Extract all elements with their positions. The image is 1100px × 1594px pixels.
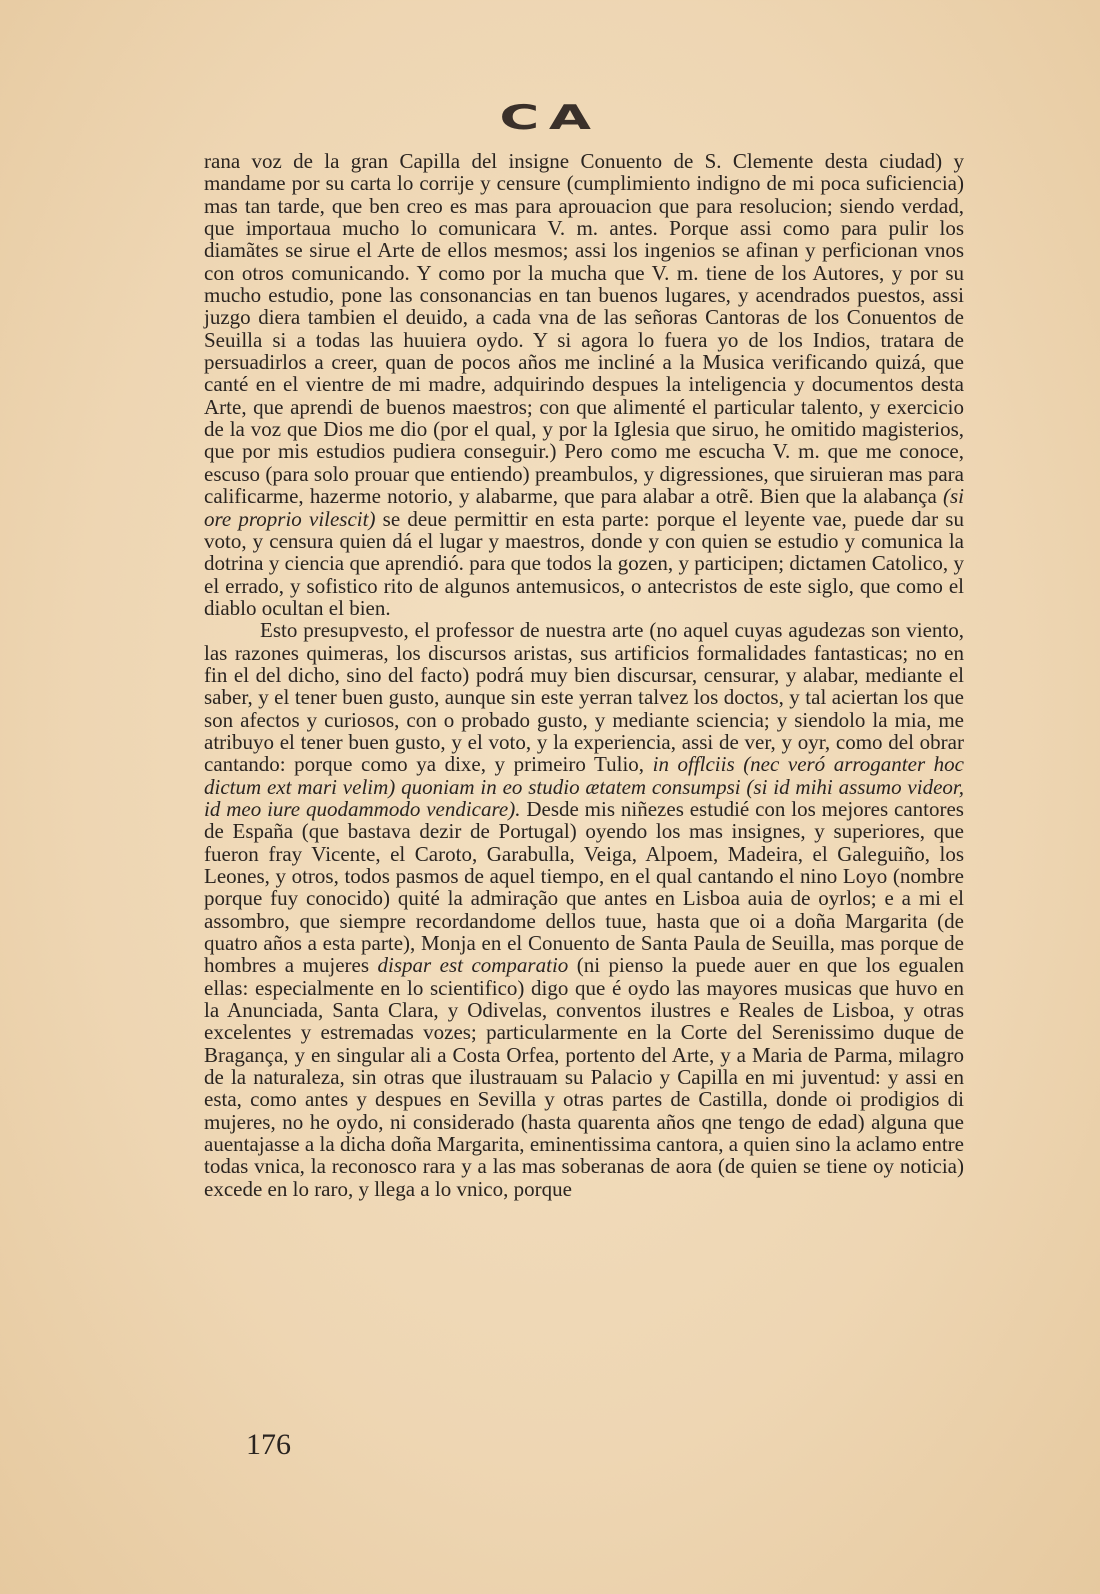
running-head: CA (499, 98, 601, 138)
text-run: Esto presupvesto, el professor de nuestra arte (no aquel cuyas agudezas son viento, las razones quimeras, los discursos aristas, sus artificios formalidades fantasticas; no en fin el del dicho, sino del facto) podrá muy bien discursar, censurar, y alabar, mediante el saber, y el tener buen gusto, aunque sin este yerran talvez los doctos, y tal aciertan los que son afectos y curiosos, con o probado gusto, y mediante sciencia; y siendolo la mia, me atribuyo el tener buen gusto, y el voto, y la experiencia, assi de ver, y oyr, como del obrar cantando: porque como ya dixe, y primeiro Tulio, (204, 618, 964, 777)
paragraph (204, 619, 964, 1200)
italic-latin-phrase: dispar est comparatio (377, 953, 569, 978)
italic-latin-quote: in offlciis (nec veró arroganter hoc dictum ext mari velim) quoniam in eo studio ætatem consumpsi (si id mihi assumo videor, id meo iure quodammodo vendicare). (204, 752, 964, 821)
body-text (204, 150, 964, 1200)
text-run: (ni pienso la puede auer en que los egualen ellas: especialmente en lo scientifico) digo que é oydo las mayores musicas que huvo en la Anunciada, Santa Clara, y Odivelas, conventos ilustres e Reales de Lisboa, y otras excelentes y estremadas vozes; particularmente en la Corte del Serenissimo duque de Bragança, y en singular ali a Costa Orfea, portento del Arte, y a Maria de Parma, milagro de la naturaleza, sin otras que ilustrauam su Palacio y Capilla en mi juventud: y assi en esta, como antes y despues en Sevilla y otras partes de Castilla, donde oi prodigios di mujeres, no he oydo, ni considerado (hasta quarenta años qne tengo de edad) alguna que auentajasse a la dicha doña Margarita, eminentissima cantora, a quien sino la aclamo entre todas vnica, la reconosco rara y a las mas soberanas de aora (de quien se tiene oy noticia) excede en lo raro, y llega a lo vnico, porque (204, 953, 964, 1201)
text-run: Desde mis niñezes estudié con los mejores cantores de España (que bastava dezir de Portugal) oyendo los mas insignes, y superiores, que fueron fray Vicente, el Caroto, Garabulla, Veiga, Alpoem, Madeira, el Galeguiño, los Leones, y otros, todos pasmos de aquel tiempo, en el qual cantando el nino Loyo (nombre porque fuy conocido) quité la admiração que antes en Lisboa auia de oyrlos; e a mi el assombro, que siempre recordandome dellos tuue, hasta que oi a doña Margarita (de quatro años a esta parte), Monja en el Conuento de Santa Paula de Seuilla, mas porque de hombres a mujeres (204, 796, 964, 978)
text-run: rana voz de la gran Capilla del insigne Conuento de S. Clemente desta ciudad) y mandame por su carta lo corrije y censure (cumplimiento indigno de mi poca suficiencia) mas tan tarde, que ben creo es mas para aprouacion que para resolucion; siendo verdad, que importaua mucho lo comunicara V. m. antes. Porque assi como para pulir los diamãtes se sirue el Arte de ellos mesmos; assi los ingenios se afinan y perficionan vnos con otros comunicando. Y como por la mucha que V. m. tiene de los Autores, y por su mucho estudio, pone las consonancias en tan buenos lugares, y acendrados puestos, assi juzgo diera tambien el deuido, a cada vna de las señoras Cantoras de los Conuentos de Seuilla si a todas las huuiera oydo. Y si agora lo fuera yo de los Indios, tratara de persuadirlos a creer, quan de pocos años me incliné a la Musica verificando quizá, que canté en el vientre de mi madre, adquirindo despues la inteligencia y documentos desta Arte, que aprendi de buenos maestros; con que alimenté el particular talento, y exercicio de la voz que Dios me dio (por el qual, y por la Iglesia que siruo, he omitido magisterios, que por mis estudios pudiera conseguir.) Pero como me escucha V. m. que me conoce, escuso (para solo prouar que entiendo) preambulos, y digressiones, que siruieran mas para calificarme, hazerme notorio, y alabarme, que para alabar a otrẽ. Bien que la alabança (204, 149, 964, 509)
text-run: se deue permittir en esta parte: porque el leyente vae, puede dar su voto, y censura quien dá el lugar y maestros, donde y con quien se estudio y comunica la dotrina y ciencia que aprendió. para que todos la gozen, y participen; dictamen Catolico, y el errado, y sofistico rito de algunos antemusicos, o antecristos de este siglo, que como el diablo ocultan el bien. (204, 506, 964, 620)
paragraph (204, 150, 964, 619)
italic-latin-phrase: (si ore proprio vilescit) (204, 484, 964, 531)
page-number: 176 (246, 1428, 291, 1461)
